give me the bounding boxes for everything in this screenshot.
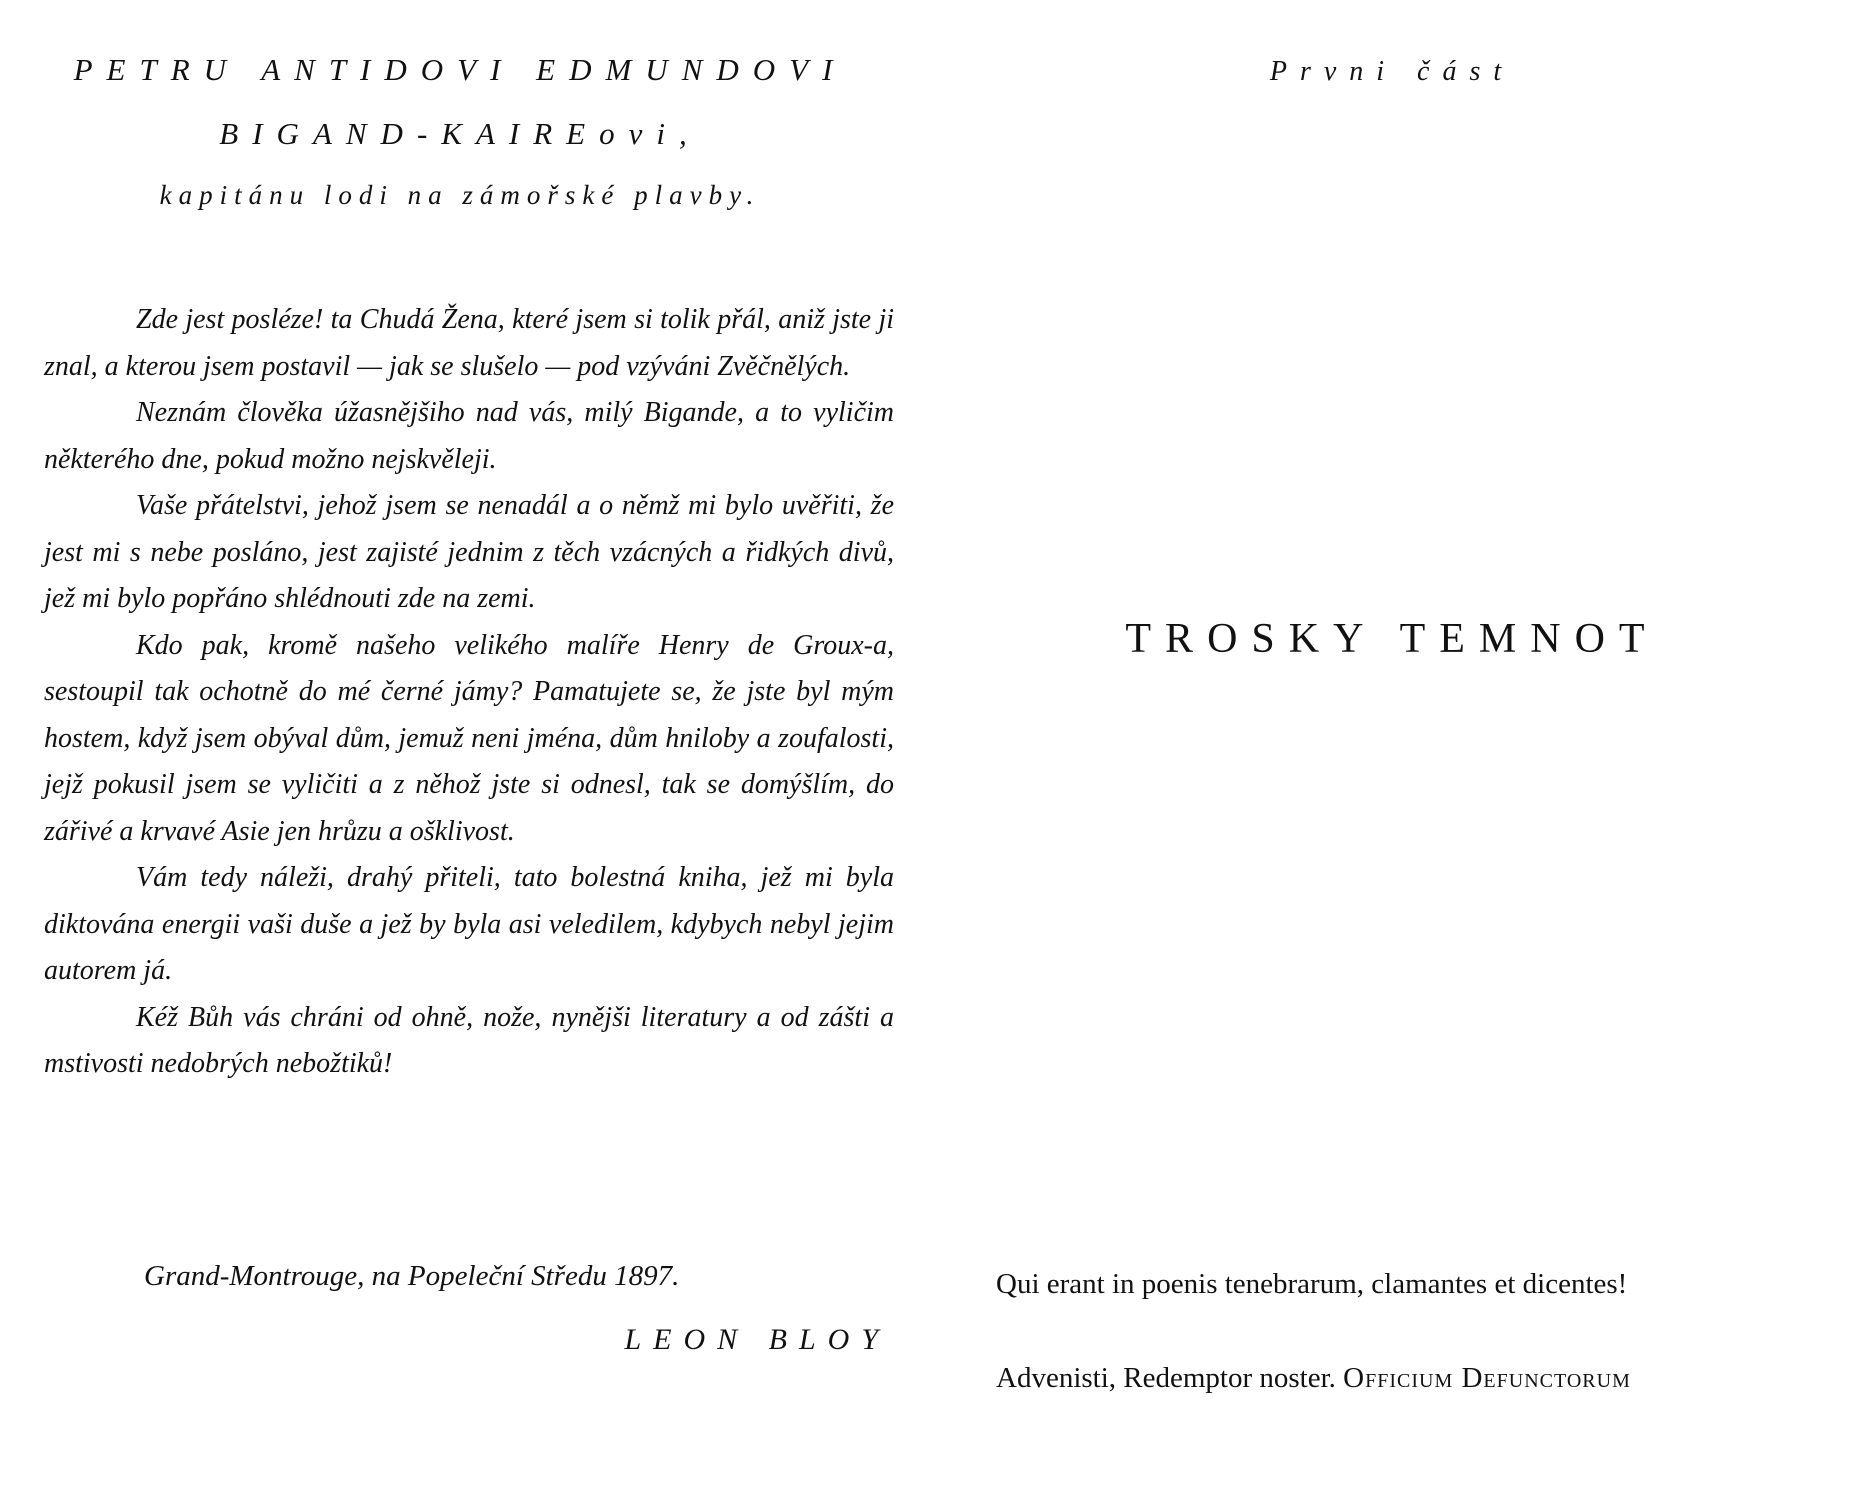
dedication-surname-line: BIGAND-KAIREovi, <box>219 116 701 151</box>
dedication-name-line: PETRU ANTIDOVI EDMUNDOVI <box>73 52 847 87</box>
dedication-title-line: kapitánu lodi na zámořské plavby. <box>159 180 761 210</box>
letter-paragraph: Kdo pak, kromě našeho velikého malíře Henry de Groux-a, sestoupil tak ochotně do mé černé jámy? Pamatujete se, že jste byl mým hostem, když jsem obýval dům, jemuž neni jména, dům hniloby a zoufalosti, jejž pokusil jsem se vyličiti a z něhož jste si odnesl, tak se domýšlím, do zářivé a krvavé Asie jen hrůzu a ošklivost. <box>44 629 894 847</box>
letter-paragraph: Vaše přátelstvi, jehož jsem se nenadál a o němž mi bylo uvěřiti, že jest mi s nebe posláno, jest zajisté jednim z těch vzácných a řidkých divů, jež mi bylo popřáno shlédnouti zde na zemi. <box>44 490 894 614</box>
letter-paragraph: Vám tedy náleži, drahý přiteli, tato bolestná kniha, jež mi byla diktována energii vaši duše a jež by byla asi veledilem, kdybych nebyl jejim autorem já. <box>44 862 894 986</box>
epigraph-line: Qui erant in poenis tenebrarum, clamantes et dicentes! <box>996 1268 1628 1300</box>
part-label: Prvni část <box>1269 56 1515 87</box>
letter-paragraph: Neznám člověka úžasnějšiho nad vás, milý Bigande, a to vyličim některého dne, pokud možno nejskvěleji. <box>44 397 894 475</box>
letter-paragraph: Zde jest posléze! ta Chudá Žena, které jsem si tolik přál, aniž jste ji znal, a kterou jsem postavil — jak se slušelo — pod vzýváni Zvěčnělých. <box>44 304 894 382</box>
book-title: TROSKY TEMNOT <box>1125 616 1659 662</box>
epigraph-source: Officium Defunctorum <box>1343 1362 1631 1394</box>
letter-paragraph: Kéž Bůh vás chráni od ohně, nože, nynějši literatury a od zášti a mstivosti nedobrých nebožtiků! <box>44 1001 894 1079</box>
place-date: Grand-Montrouge, na Popeleční Středu 1897. <box>144 1260 680 1292</box>
right-page <box>928 0 1856 1500</box>
author-signature: LEON BLOY <box>624 1323 890 1356</box>
dedication-letter <box>44 297 894 1088</box>
epigraph-text: Advenisti, Redemptor noster. <box>996 1362 1336 1394</box>
epigraph-line <box>996 1362 1836 1395</box>
